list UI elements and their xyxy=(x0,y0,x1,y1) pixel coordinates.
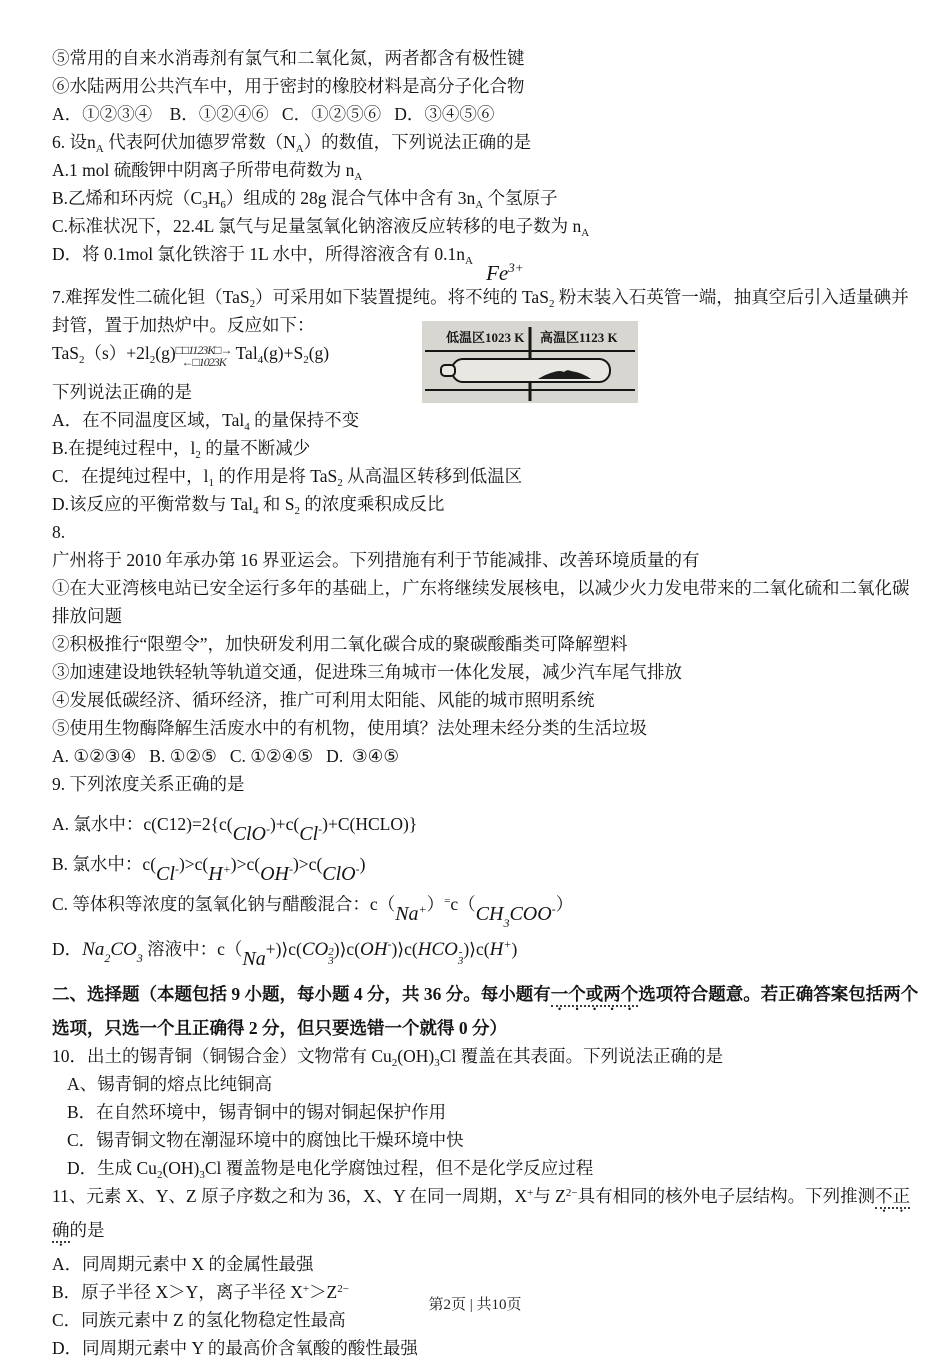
text-line: ②积极推行“限塑令”，加快研发利用二氧化碳合成的聚碳酸酯类可降解塑料 xyxy=(52,634,628,654)
text-line: 确的是 xyxy=(52,1216,910,1250)
text-line: A.1 mol 硫酸钾中阴离子所带电荷数为 $n_A$ xyxy=(52,160,363,183)
text-line: B.在提纯过程中，$l_2$ 的量不断减少 xyxy=(52,438,311,461)
low-temp-zone-label: 低温区1023 K xyxy=(446,330,525,345)
text-line: 9. 下列浓度关系正确的是 xyxy=(52,774,245,794)
stacked-script: 2 3 xyxy=(328,946,334,967)
text-line: D．$Na_2CO_3$ 溶液中：c（Na+)⟩c(CO 2 3 )⟩c(OH-)⟩c(HCO - 3 )⟩c(H+) xyxy=(52,937,518,970)
furnace-diagram-svg xyxy=(422,321,638,403)
text-line: 11、元素 X、Y、Z 原子序数之和为 36，X、Y 在同一周期，X+与 $Z^{2-}$具有相同的核外电子层结构。下列推测不正 xyxy=(52,1182,910,1216)
text-line: ⑥水陆两用公共汽车中，用于密封的橡胶材料是高分子化合物 xyxy=(52,76,525,96)
text-line: B. 氯水中：c(Cl-)>c(H+)>c(OH-)>c(ClO-) xyxy=(52,854,366,885)
document-body xyxy=(52,44,919,1362)
text-line: B．原子半径 X＞Y，离子半径 $X^+>Z^{2-}$ xyxy=(52,1282,349,1302)
text-line: 7.难挥发性二硫化钽（TaS$_2$）可采用如下装置提纯。将不纯的 TaS$_2$ 粉末装入石英管一端，抽真空后引入适量碘并 xyxy=(52,287,909,310)
text-line: ④发展低碳经济、循环经济，推广可利用太阳能、风能的城市照明系统 xyxy=(52,690,595,710)
text-line: C.标准状况下，22.4L 氯气与足量氢氧化钠溶液反应转移的电子数为 $n_A$ xyxy=(52,216,590,239)
text-line: D．将 0.1mol 氯化铁溶于 1L 水中，所得溶液含有 $0.1n_A$ $Fe_{3+}$ xyxy=(52,244,524,285)
text-line: ⑤使用生物酶降解生活废水中的有机物，使用填？法处理未经分类的生活垃圾 xyxy=(52,718,647,738)
text-line: C．锡青铜文物在潮湿环境中的腐蚀比干燥环境中快 xyxy=(67,1130,464,1150)
text-line: 二、选择题（本题包括 9 小题，每小题 4 分，共 36 分。每小题有一个或两个选项符合题意。若正确答案包括两个 xyxy=(52,980,910,1014)
text-line: ①在大亚湾核电站已安全运行多年的基础上，广东将继续发展核电，以减少火力发电带来的二氧化硫和二氧化碳 xyxy=(52,578,910,598)
stacked-script: - 3 xyxy=(457,946,464,967)
text-line: A．在不同温度区域，Tal$_4$ 的量保持不变 xyxy=(52,410,360,433)
tube-nub xyxy=(441,365,455,376)
text-line: A．同周期元素中 X 的金属性最强 xyxy=(52,1254,314,1274)
text-line: 10．出土的锡青铜（铜锡合金）文物常有 $Cu_2(OH)_3Cl$ 覆盖在其表面。下列说法正确的是 xyxy=(52,1046,724,1069)
text-line: D．同周期元素中 Y 的最高价含氧酸的酸性最强 xyxy=(52,1338,418,1358)
text-line: 下列说法正确的是 xyxy=(52,382,192,402)
text-line: C. 等体积等浓度的氢氧化钠与醋酸混合：$c(Na+)^=c(CH_3COO-)$ xyxy=(52,894,574,930)
text-line: A、锡青铜的熔点比纯铜高 xyxy=(67,1074,273,1094)
text-line: C．在提纯过程中，$l_1$ 的作用是将 TaS$_2$ 从高温区转移到低温区 xyxy=(52,466,523,489)
text-line: 6. 设$n_A$ 代表阿伏加德罗常数$(N_A)$的数值，下列说法正确的是 xyxy=(52,132,532,155)
page-number: 第2页 | 共10页 xyxy=(428,1297,522,1313)
page-footer xyxy=(0,1293,950,1314)
text-line: D.该反应的平衡常数与 Tal$_4$ 和 $S_2$ 的浓度乘积成反比 xyxy=(52,494,445,517)
text-line: 8. xyxy=(52,522,66,542)
reaction-condition-arrows: □□1123K□→ ←□1023K xyxy=(175,343,232,369)
text-line: A. ①②③④ B. ①②⑤ C. ①②④⑤ D. ③④⑤ xyxy=(52,746,400,766)
text-line: A．①②③④ B．①②④⑥ C．①②⑤⑥ D．③④⑤⑥ xyxy=(52,104,495,124)
text-line: D．生成 $Cu_2(OH)_3Cl$ 覆盖物是电化学腐蚀过程，但不是化学反应过程 xyxy=(67,1158,594,1181)
text-line: A. 氯水中：c(C12)=2{c(ClO-)+c(Cl-)+C(HCLO)} xyxy=(52,814,418,845)
text-line: 广州将于 2010 年承办第 16 界亚运会。下列措施有利于节能减排、改善环境质量的有 xyxy=(52,550,700,570)
text-line: 选项，只选一个且正确得 2 分，但只要选错一个就得 0 分） xyxy=(52,1018,507,1038)
text-line: ③加速建设地铁轻轨等轨道交通，促进珠三角城市一体化发展，减少汽车尾气排放 xyxy=(52,662,682,682)
text-line: 封管，置于加热炉中。反应如下： xyxy=(52,315,315,335)
text-line: 排放问题 xyxy=(52,606,122,626)
text-line: ⑤常用的自来水消毒剂有氯气和二氧化氮，两者都含有极性键 xyxy=(52,48,525,68)
text-line: $TaS_2(s)+2l_2(g)$ □□1123K□→ ←□1023K $Tal_4(g)+S_2(g)$ xyxy=(52,343,330,369)
text-line: C．同族元素中 Z 的氢化物稳定性最高 xyxy=(52,1310,346,1330)
high-temp-zone-label: 高温区1123 K xyxy=(540,330,618,345)
furnace-diagram xyxy=(422,321,638,403)
text-line: B.乙烯和环丙烷$(C_3H_6)$组成的 28g 混合气体中含有 $3n_A$ 个氢原子 xyxy=(52,188,558,211)
text-line: B．在自然环境中，锡青铜中的锡对铜起保护作用 xyxy=(67,1102,447,1122)
